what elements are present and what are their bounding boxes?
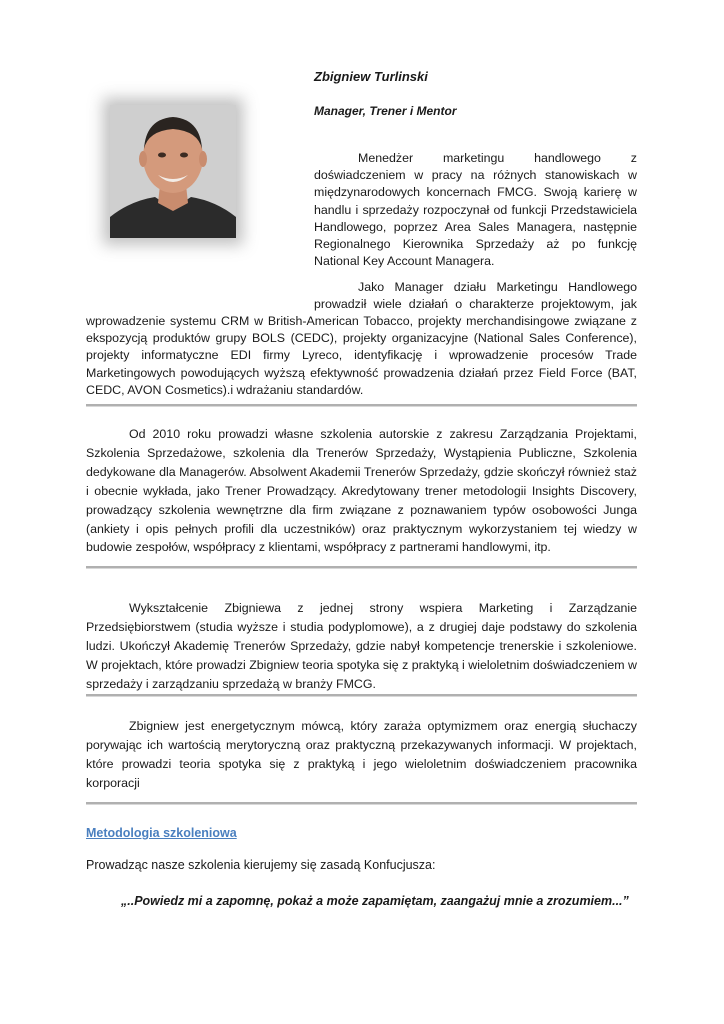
- section-divider: [86, 566, 637, 569]
- bio-paragraph-2-start: Jako Manager działu Marketingu Handlowego prowadził wiele działań o charakterze projektowym, jak: [314, 280, 637, 312]
- section-paragraph-trainings: Od 2010 roku prowadzi własne szkolenia autorskie z zakresu Zarządzania Projektami, Szkolenia Sprzedażowe, szkolenia dla Trenerów Sprzedaży, Wystąpienia Publiczne, Szkolenia dedykowane dla Managerów. Absolwent Akademii Trenerów Sprzedaży, gdzie skończył również staż i obecnie wykłada, jako Trener Prowadzący. Akredytowany trener metodologii Insights Discovery, prowadzący szkolenia wewnętrzne dla firm związane z poznawaniem typów osobowości Junga (ankiety i opis pełnych profili dla uczestników) oraz praktycznym wykorzystaniem tej wiedzy w budowie zespołów, współpracy z klientami, współpracy z partnerami handlowymi, itp.: [86, 427, 637, 555]
- section-paragraph-education: Wykształcenie Zbigniewa z jednej strony wspiera Marketing i Zarządzanie Przedsiębiorstwem (studia wyższe i studia podyplomowe), a z drugiej daje podstawy do szkolenia ludzi. Ukończył Akademię Trenerów Sprzedaży, gdzie nabył kompetencje trenerskie i szkoleniowe. W projektach, które prowadzi Zbigniew teoria spotyka się z praktyką i wieloletnim doświadczeniem w sprzedaży i zarządzaniu sprzedażą w branży FMCG.: [86, 601, 637, 691]
- portrait-image: [110, 105, 236, 238]
- methodology-intro: Prowadząc nasze szkolenia kierujemy się zasadą Konfucjusza:: [86, 858, 436, 872]
- bio-paragraph-2-rest: wprowadzenie systemu CRM w British-American Tobacco, projekty merchandisingowe związane z ekspozycją produktów grupy BOLS (CEDC), projekty organizacyjne (National Sales Conference), projekty informatyczne EDI firmy Lyreco, identyfikację i wprowadzenie procesów Trade Marketingowych powodujących wyższą efektywność prowadzenia działań przez Field Force (BAT, CEDC, AVON Cosmetics).i wdrażaniu standardów.: [86, 314, 637, 397]
- confucius-quote: „..Powiedz mi a zapomnę, pokaż a może zapamiętam, zaangażuj mnie a zrozumiem...”: [121, 894, 629, 908]
- section-divider: [86, 404, 637, 407]
- section-divider: [86, 694, 637, 697]
- section-divider: [86, 802, 637, 805]
- section-paragraph-speaker: Zbigniew jest energetycznym mówcą, który zaraża optymizmem oraz energią słuchaczy porywając ich wartością merytoryczną oraz praktyczną przekazywanych informacji. W projektach, które prowadzi teoria spotyka się z praktyką i jego wieloletnim doświadczeniem pracownika korporacji: [86, 719, 637, 790]
- methodology-heading-link[interactable]: Metodologia szkoleniowa: [86, 826, 237, 840]
- profile-name: Zbigniew Turlinski: [314, 69, 428, 84]
- profile-role: Manager, Trener i Mentor: [314, 104, 457, 118]
- bio-paragraph-1: Menedżer marketingu handlowego z doświadczeniem w pracy na różnych stanowiskach w międzynarodowych koncernach FMCG. Swoją karierę w handlu i sprzedaży rozpoczynał od funkcji Przedstawiciela Handlowego, poprzez Area Sales Managera, następnie Regionalnego Kierownika Sprzedaży aż po funkcję National Key Account Managera.: [314, 151, 637, 269]
- profile-photo: [110, 105, 236, 238]
